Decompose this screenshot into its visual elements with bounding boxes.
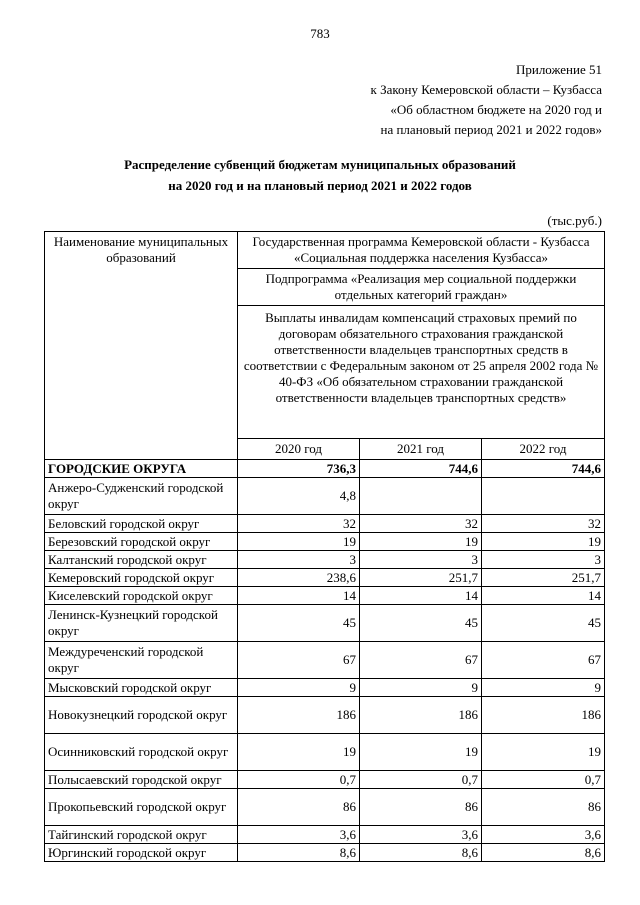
value-2021: [360, 478, 482, 515]
value-2020: 186: [238, 697, 360, 734]
municipality-name: ГОРОДСКИЕ ОКРУГА: [45, 460, 238, 478]
appendix-line: «Об областном бюджете на 2020 год и: [390, 102, 602, 117]
value-2022: [482, 478, 605, 515]
value-2022: 19: [482, 734, 605, 771]
value-2022: 8,6: [482, 844, 605, 862]
value-2021: 3: [360, 551, 482, 569]
table-row: [45, 551, 605, 569]
table-row: [45, 826, 605, 844]
appendix-line: к Закону Кемеровской области – Кузбасса: [370, 82, 602, 97]
title-line: на 2020 год и на плановый период 2021 и 2022 годов: [168, 178, 472, 193]
value-2020: 9: [238, 679, 360, 697]
value-2021: 19: [360, 734, 482, 771]
table-row: [45, 587, 605, 605]
value-2022: 9: [482, 679, 605, 697]
table-row: [45, 478, 605, 515]
municipality-name: Ленинск-Кузнецкий городской округ: [45, 605, 238, 642]
header-year-2021: 2021 год: [360, 439, 482, 460]
value-2020: 19: [238, 734, 360, 771]
value-2022: 0,7: [482, 771, 605, 789]
value-2020: 14: [238, 587, 360, 605]
page-number: 783: [310, 26, 330, 41]
value-2020: 3,6: [238, 826, 360, 844]
municipality-name: Кемеровский городской округ: [45, 569, 238, 587]
municipality-name: Юргинский городской округ: [45, 844, 238, 862]
value-2021: 32: [360, 515, 482, 533]
header-year-2020: 2020 год: [238, 439, 360, 460]
table-row: [45, 734, 605, 771]
value-2022: 744,6: [482, 460, 605, 478]
appendix-line: Приложение 51: [515, 62, 602, 77]
header-measure: Выплаты инвалидам компенсаций страховых премий по договорам обязательного страхования гражданской ответственности владельцев транспортных средств в соответствии с Федеральным законом от 25 апреля 2002 года № 40-ФЗ «Об обязательном страховании гражданской ответственности владельцев транспортных средств»: [238, 306, 605, 439]
value-2021: 14: [360, 587, 482, 605]
table-row: [45, 533, 605, 551]
value-2020: 19: [238, 533, 360, 551]
table-row: [45, 789, 605, 826]
document-title: [0, 154, 640, 196]
value-2021: 9: [360, 679, 482, 697]
header-year-2022: 2022 год: [482, 439, 605, 460]
value-2020: 736,3: [238, 460, 360, 478]
value-2020: 238,6: [238, 569, 360, 587]
value-2021: 744,6: [360, 460, 482, 478]
value-2022: 186: [482, 697, 605, 734]
municipality-name: Полысаевский городской округ: [45, 771, 238, 789]
value-2022: 86: [482, 789, 605, 826]
municipality-name: Беловский городской округ: [45, 515, 238, 533]
value-2020: 4,8: [238, 478, 360, 515]
municipality-name: Междуреченский городской округ: [45, 642, 238, 679]
value-2022: 3: [482, 551, 605, 569]
appendix-reference: [371, 60, 603, 140]
table-row: [45, 515, 605, 533]
value-2022: 251,7: [482, 569, 605, 587]
value-2020: 45: [238, 605, 360, 642]
value-2021: 45: [360, 605, 482, 642]
value-2020: 67: [238, 642, 360, 679]
value-2020: 0,7: [238, 771, 360, 789]
value-2022: 32: [482, 515, 605, 533]
value-2020: 32: [238, 515, 360, 533]
appendix-line: на плановый период 2021 и 2022 годов»: [380, 122, 602, 137]
table-row: [45, 679, 605, 697]
value-2022: 14: [482, 587, 605, 605]
value-2021: 186: [360, 697, 482, 734]
value-2022: 45: [482, 605, 605, 642]
units-label: (тыс.руб.): [547, 213, 602, 228]
table-row: [45, 697, 605, 734]
value-2021: 8,6: [360, 844, 482, 862]
table-row: [45, 642, 605, 679]
value-2020: 86: [238, 789, 360, 826]
value-2022: 67: [482, 642, 605, 679]
value-2020: 8,6: [238, 844, 360, 862]
value-2021: 3,6: [360, 826, 482, 844]
value-2022: 19: [482, 533, 605, 551]
table-row: [45, 844, 605, 862]
table-row: [45, 569, 605, 587]
value-2021: 19: [360, 533, 482, 551]
municipality-name: Осинниковский городской округ: [45, 734, 238, 771]
table-row: [45, 771, 605, 789]
municipality-name: Прокопьевский городской округ: [45, 789, 238, 826]
municipality-name: Анжеро-Судженский городской округ: [45, 478, 238, 515]
value-2020: 3: [238, 551, 360, 569]
table-header: [45, 232, 605, 460]
header-program: Государственная программа Кемеровской области - Кузбасса «Социальная поддержка населения Кузбасса»: [238, 232, 605, 269]
table-body: [45, 460, 605, 862]
subventions-table: [44, 231, 605, 862]
municipality-name: Калтанский городской округ: [45, 551, 238, 569]
header-subprogram: Подпрограмма «Реализация мер социальной поддержки отдельных категорий граждан»: [238, 269, 605, 306]
municipality-name: Березовский городской округ: [45, 533, 238, 551]
table-row: [45, 605, 605, 642]
municipality-name: Новокузнецкий городской округ: [45, 697, 238, 734]
value-2021: 251,7: [360, 569, 482, 587]
table-row-total: [45, 460, 605, 478]
title-line: Распределение субвенций бюджетам муниципальных образований: [124, 157, 516, 172]
value-2021: 86: [360, 789, 482, 826]
header-municipality: Наименование муниципальных образований: [45, 232, 238, 460]
municipality-name: Мысковский городской округ: [45, 679, 238, 697]
value-2021: 67: [360, 642, 482, 679]
value-2022: 3,6: [482, 826, 605, 844]
municipality-name: Тайгинский городской округ: [45, 826, 238, 844]
value-2021: 0,7: [360, 771, 482, 789]
municipality-name: Киселевский городской округ: [45, 587, 238, 605]
